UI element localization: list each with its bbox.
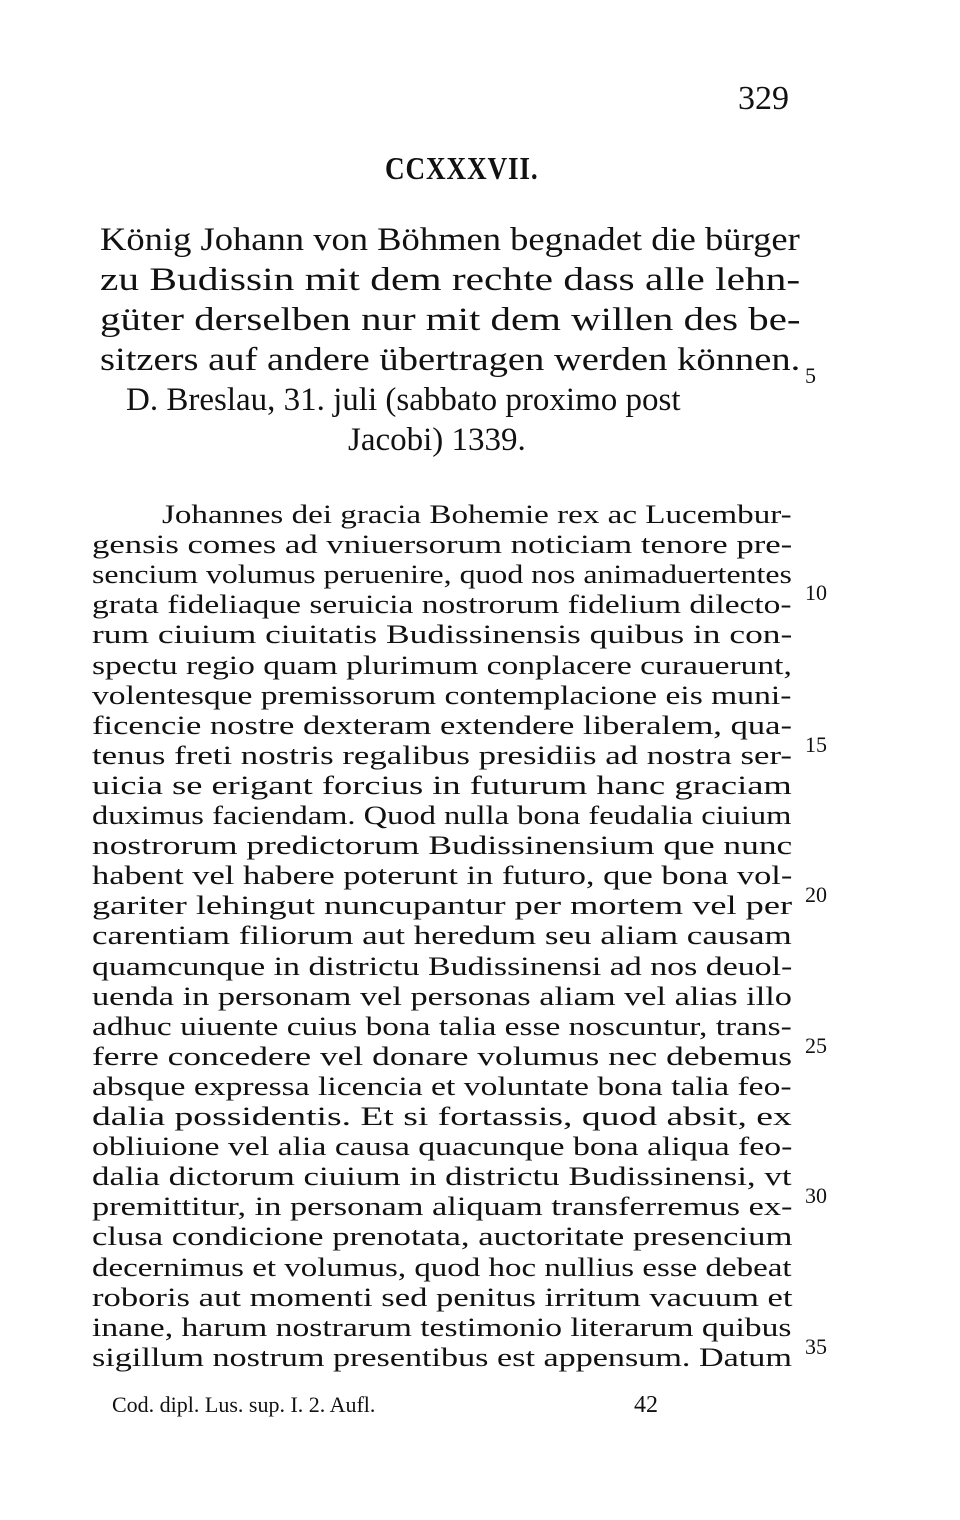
line-number-35: 35 [805, 1334, 827, 1359]
body-line: inane, harum nostrarum testimonio literarum quibus [92, 1312, 792, 1342]
body-line: clusa condicione prenotata, auctoritate presencium [92, 1222, 793, 1252]
footer-source: Cod. dipl. Lus. sup. I. 2. Aufl. [112, 1392, 376, 1417]
body-line: gariter lehingut nuncupantur per mortem vel per [92, 891, 793, 921]
body-line: rum ciuium ciuitatis Budissinensis quibus in con- [92, 620, 793, 650]
body-line: uenda in personam vel personas aliam vel alias illo [92, 981, 792, 1011]
body-line: carentiam filiorum aut heredum seu aliam causam [92, 921, 792, 951]
body-line: obliuione vel alia causa quacunque bona aliqua feo- [92, 1132, 793, 1162]
body-line: sigillum nostrum presentibus est appensum. Datum [92, 1342, 792, 1372]
document-number: CCXXXVII. [385, 150, 539, 186]
summary-line: sitzers auf andere übertragen werden können. [100, 342, 801, 378]
line-number-30: 30 [805, 1183, 827, 1208]
summary-line: güter derselben nur mit dem willen des be- [100, 302, 801, 338]
line-number-5: 5 [805, 363, 816, 388]
body-line: adhuc uiuente cuius bona talia esse noscuntur, trans- [92, 1011, 792, 1041]
page-number: 329 [738, 80, 789, 117]
line-number-15: 15 [805, 732, 827, 757]
body-line: spectu regio quam plurimum conplacere curauerunt, [92, 650, 792, 680]
body-line: habent vel habere poterunt in futuro, que bona vol- [92, 861, 793, 891]
body-line: gensis comes ad vniuersorum noticiam tenore pre- [92, 530, 793, 560]
body-line: dalia dictorum ciuium in districtu Budissinensi, vt [92, 1162, 792, 1192]
body-line: duximus faciendam. Quod nulla bona feudalia ciuium [92, 801, 792, 830]
line-number-10: 10 [805, 580, 827, 605]
body-line: uicia se erigant forcius in futurum hanc graciam [92, 770, 792, 800]
body-line: grata fideliaque seruicia nostrorum fidelium dilecto- [92, 590, 792, 620]
summary-line: zu Budissin mit dem rechte dass alle lehn- [100, 262, 801, 298]
line-number-25: 25 [805, 1033, 827, 1058]
body-line: roboris aut momenti sed penitus irritum vacuum et [92, 1282, 793, 1312]
line-number-20: 20 [805, 882, 827, 907]
body-line: dalia possidentis. Et si fortassis, quod absit, ex [92, 1102, 792, 1131]
summary-line: König Johann von Böhmen begnadet die bürger [100, 222, 800, 258]
body-line: sencium volumus peruenire, quod nos animaduertentes [92, 560, 792, 590]
body-line: volentesque premissorum contemplacione eis muni- [92, 680, 792, 710]
body-line: Johannes dei gracia Bohemie rex ac Lucembur- [162, 500, 792, 529]
body-line: tenus freti nostris regalibus presidiis ad nostra ser- [92, 740, 792, 770]
footer-signature: 42 [634, 1392, 658, 1418]
body-line: nostrorum predictorum Budissinensium que nunc [92, 831, 793, 861]
body-line: absque expressa licencia et voluntate bona talia feo- [92, 1071, 792, 1101]
body-line: ficencie nostre dexteram extendere liberalem, qua- [92, 710, 792, 740]
body-line: quamcunque in districtu Budissinensi ad nos deuol- [92, 951, 793, 981]
body-line: decernimus et volumus, quod hoc nullius esse debeat [92, 1252, 792, 1282]
summary-line: D. Breslau, 31. juli (sabbato proximo post [126, 382, 681, 418]
summary-line: Jacobi) 1339. [348, 422, 526, 458]
body-line: ferre concedere vel donare volumus nec debemus [92, 1041, 792, 1071]
body-line: premittitur, in personam aliquam transferremus ex- [92, 1192, 793, 1222]
